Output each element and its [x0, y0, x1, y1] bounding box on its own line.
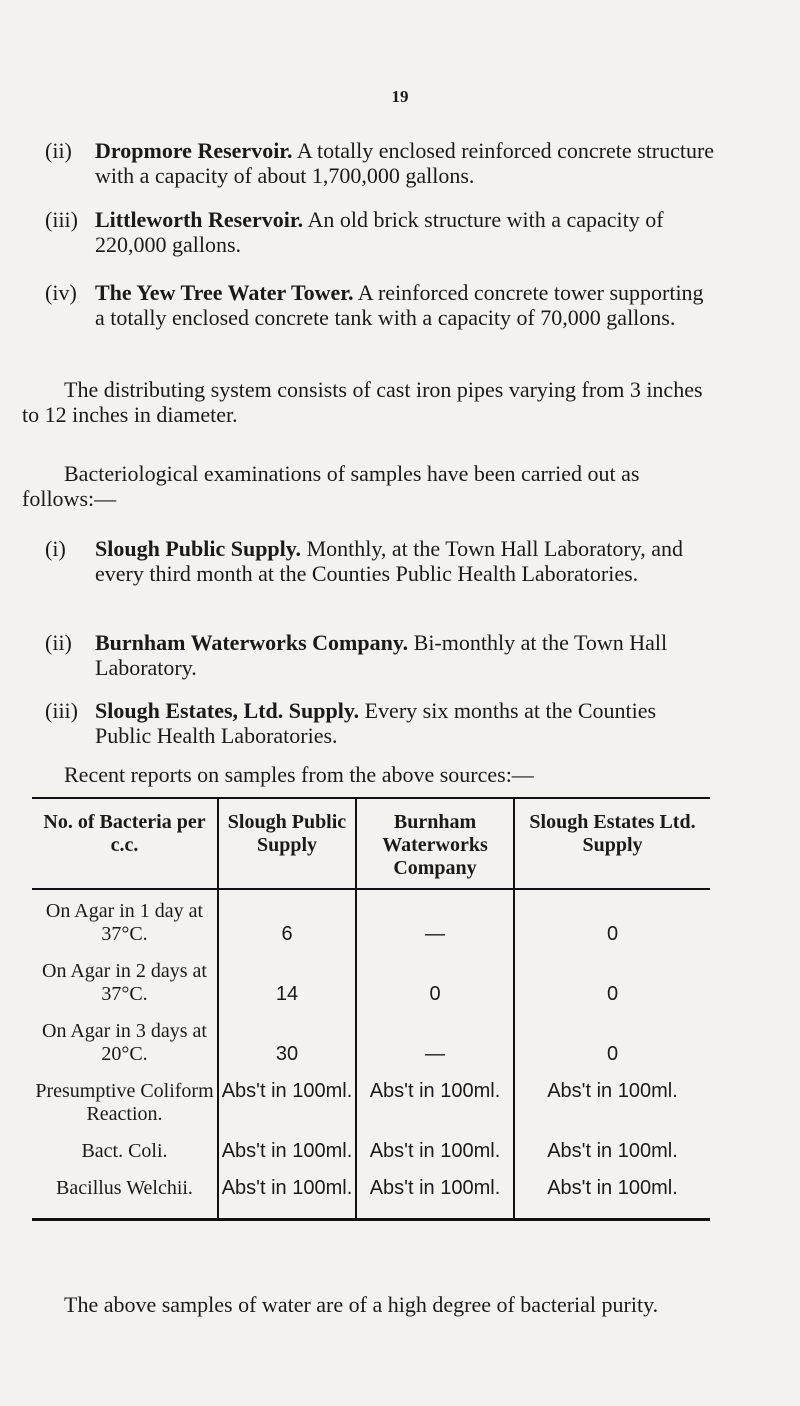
item-title: Slough Public Supply.: [95, 536, 302, 561]
item-title: The Yew Tree Water Tower.: [95, 280, 354, 305]
examination-item-slough-public: [45, 536, 717, 586]
item-title: Burnham Waterworks Company.: [95, 630, 409, 655]
item-text: A totally enclosed reinforced concrete structure with a capacity of about 1,700,000 gallons.: [95, 138, 715, 188]
reservoir-item-dropmore: [45, 138, 717, 188]
table-row: [32, 1070, 710, 1130]
item-text: Every six months at the Counties Public Health Laboratories.: [95, 698, 657, 748]
page-number: 19: [391, 87, 409, 106]
item-text: A reinforced concrete tower supporting a totally enclosed concrete tank with a capacity of 70,000 gallons.: [95, 280, 704, 330]
cell-value: Abs't in 100ml.: [218, 1070, 356, 1130]
table-header-row: [32, 798, 710, 889]
bacteria-results-table: [32, 797, 710, 1221]
item-number: (ii): [45, 138, 72, 163]
header-burnham: Burnham Waterworks Company: [356, 798, 514, 889]
cell-value: Abs't in 100ml.: [514, 1130, 710, 1167]
item-number: (iii): [45, 698, 78, 723]
cell-value: 0: [514, 1010, 710, 1070]
examination-item-slough-estates: [45, 698, 717, 748]
table-row: [32, 1167, 710, 1220]
table-row: [32, 950, 710, 1010]
item-text: Bi-monthly at the Town Hall Laboratory.: [95, 630, 668, 680]
header-slough-estates: Slough Estates Ltd. Supply: [514, 798, 710, 889]
row-label: Bact. Coli.: [81, 1140, 168, 1162]
cell-value: Abs't in 100ml.: [514, 1070, 710, 1130]
cell-value: Abs't in 100ml.: [514, 1167, 710, 1220]
recent-reports-paragraph: Recent reports on samples from the above sources:—: [64, 762, 534, 787]
item-text: An old brick structure with a capacity of 220,000 gallons.: [95, 207, 664, 257]
row-label: On Agar in 3 days at 20°C.: [42, 1020, 207, 1065]
cell-value: —: [356, 889, 514, 950]
item-title: Littleworth Reservoir.: [95, 207, 304, 232]
item-number: (iii): [45, 207, 78, 232]
cell-value: 0: [356, 950, 514, 1010]
cell-value: 30: [218, 1010, 356, 1070]
reservoir-item-littleworth: [45, 207, 717, 257]
cell-value: 0: [514, 950, 710, 1010]
cell-value: 0: [514, 889, 710, 950]
item-title: Slough Estates, Ltd. Supply.: [95, 698, 360, 723]
row-label: Bacillus Welchii.: [32, 1167, 218, 1220]
row-label: Presumptive Coliform Reaction.: [35, 1080, 214, 1125]
cell-value: 14: [218, 950, 356, 1010]
distributing-paragraph: The distributing system consists of cast iron pipes varying from 3 inches to 12 inches in diameter.: [22, 377, 703, 427]
header-bacteria: No. of Bacteria per c.c.: [32, 798, 218, 889]
header-slough-public: Slough Public Supply: [218, 798, 356, 889]
cell-value: Abs't in 100ml.: [356, 1167, 514, 1220]
table-row: [32, 889, 710, 950]
cell-value: Abs't in 100ml.: [356, 1130, 514, 1167]
row-label: On Agar in 1 day at 37°C.: [45, 900, 204, 945]
item-title: Dropmore Reservoir.: [95, 138, 293, 163]
table-row: [32, 1130, 710, 1167]
item-number: (iv): [45, 280, 77, 305]
cell-value: Abs't in 100ml.: [218, 1130, 356, 1167]
conclusion-paragraph: The above samples of water are of a high degree of bacterial purity.: [64, 1292, 659, 1317]
item-number: (ii): [45, 630, 72, 655]
examination-item-burnham: [45, 630, 717, 680]
bacteriological-paragraph: Bacteriological examinations of samples have been carried out as follows:—: [22, 461, 640, 511]
table-row: [32, 1010, 710, 1070]
row-label: On Agar in 2 days at 37°C.: [42, 960, 207, 1005]
cell-value: Abs't in 100ml.: [356, 1070, 514, 1130]
item-number: (i): [45, 536, 66, 561]
cell-value: —: [356, 1010, 514, 1070]
item-text: Monthly, at the Town Hall Laboratory, and every third month at the Counties Public Health Laboratories.: [95, 536, 684, 586]
reservoir-item-yew-tree: [45, 280, 717, 330]
cell-value: 6: [218, 889, 356, 950]
cell-value: Abs't in 100ml.: [218, 1167, 356, 1220]
